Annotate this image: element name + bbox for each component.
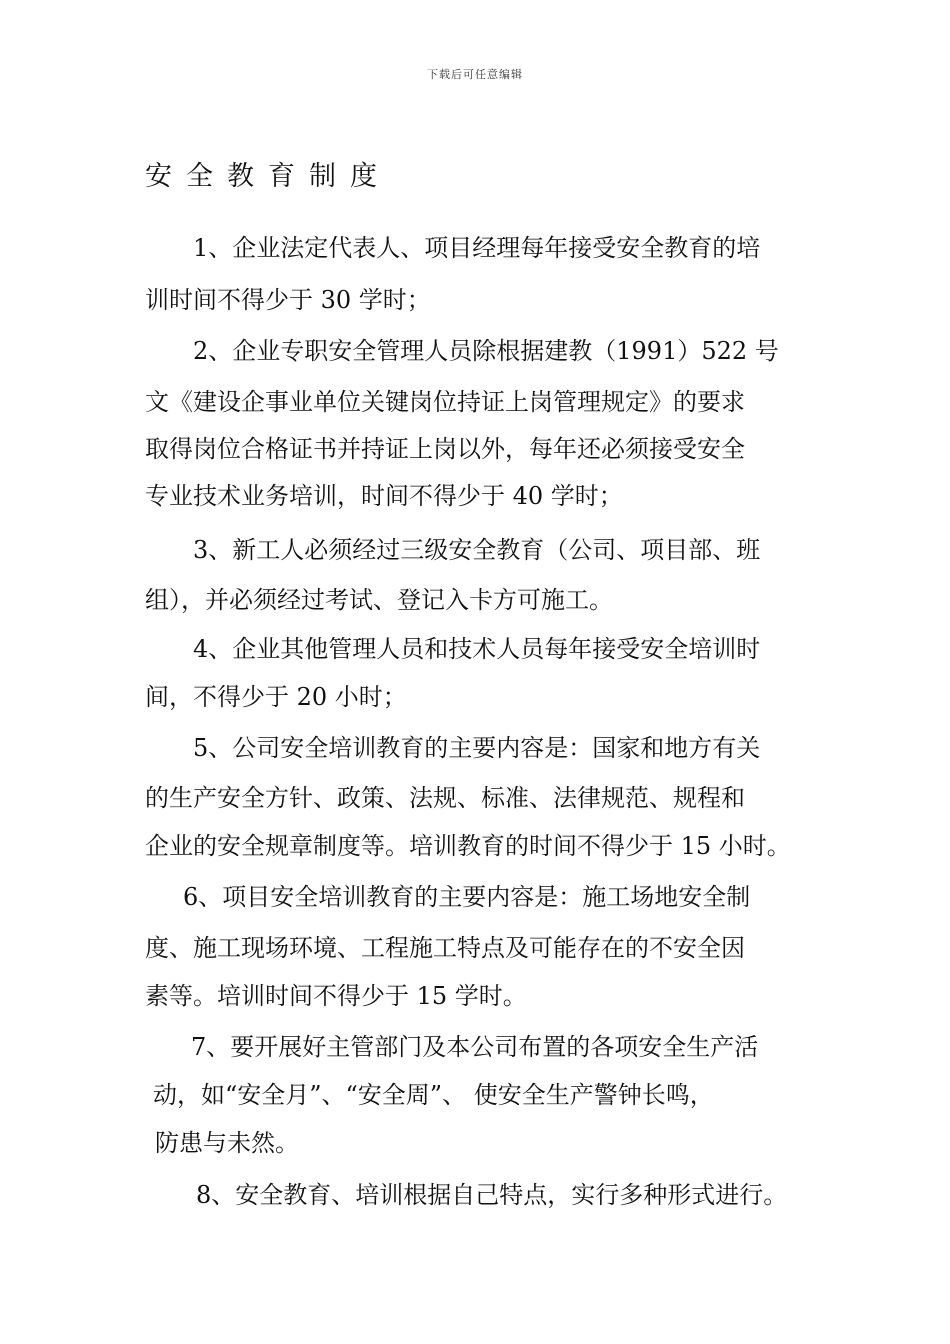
text-line: 组），并必须经过考试、登记入卡方可施工。 <box>145 586 613 614</box>
text-line: 训时间不得少于 30 学时； <box>145 286 431 314</box>
text-line: 度、施工现场环境、工程施工特点及可能存在的不安全因 <box>145 934 745 962</box>
text-line: 6、项目安全培训教育的主要内容是：施工场地安全制 <box>183 883 751 911</box>
text-line: 7、要开展好主管部门及本公司布置的各项安全生产活 <box>191 1033 759 1061</box>
text-line: 动，如“安全月”、“安全周”、 使安全生产警钟长鸣， <box>153 1081 714 1109</box>
text-line: 的生产安全方针、政策、法规、标准、法律规范、规程和 <box>145 784 745 812</box>
text-line: 4、企业其他管理人员和技术人员每年接受安全培训时 <box>193 635 761 663</box>
text-line: 3、新工人必须经过三级安全教育（公司、项目部、班 <box>193 536 761 564</box>
text-line: 8、安全教育、培训根据自己特点，实行多种形式进行。 <box>196 1181 788 1209</box>
text-line: 间，不得少于 20 小时； <box>145 683 407 711</box>
text-line: 取得岗位合格证书并持证上岗以外，每年还必须接受安全 <box>145 435 745 463</box>
text-line: 2、企业专职安全管理人员除根据建教（1991）522 号 <box>193 337 779 365</box>
page-header: 下载后可任意编辑 <box>427 68 523 81</box>
text-line: 1、企业法定代表人、项目经理每年接受安全教育的培 <box>193 234 761 262</box>
document-title: 安全教育制度 <box>145 161 391 192</box>
text-line: 企业的安全规章制度等。培训教育的时间不得少于 15 小时。 <box>145 832 791 860</box>
text-line: 5、公司安全培训教育的主要内容是：国家和地方有关 <box>193 734 761 762</box>
text-line: 素等。培训时间不得少于 15 学时。 <box>145 982 527 1010</box>
text-line: 专业技术业务培训，时间不得少于 40 学时； <box>145 482 623 510</box>
text-line: 防患与未然。 <box>155 1129 299 1157</box>
text-line: 文《建设企事业单位关键岗位持证上岗管理规定》的要求 <box>145 388 745 416</box>
